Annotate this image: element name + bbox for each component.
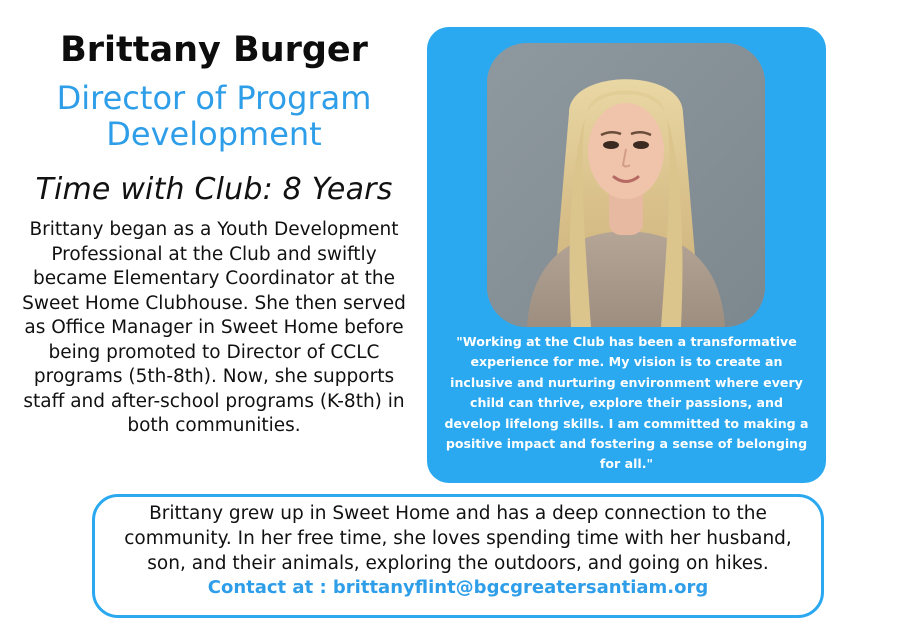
profile-name: Brittany Burger	[60, 30, 368, 70]
profile-column	[10, 28, 418, 439]
profile-quote: "Working at the Club has been a transformative experience for me. My vision is to create an inclusive and nurturing environment where every child can thrive, explore their passions, and develop lifelong skills. I am committed to making a positive impact and fostering a sense of belonging for all."	[444, 334, 809, 472]
profile-photo	[487, 43, 765, 327]
about-box	[92, 494, 824, 618]
about-text: Brittany grew up in Sweet Home and has a deep connection to the community. In her free time, she loves spending time with her husband, son, and their animals, exploring the outdoors, and going on hikes.	[124, 503, 792, 574]
profile-title: Director of Program Development	[56, 79, 372, 153]
photo-card	[427, 27, 826, 483]
profile-tenure: Time with Club: 8 Years	[35, 172, 393, 207]
portrait-illustration	[487, 43, 765, 327]
profile-bio: Brittany began as a Youth Development Professional at the Club and swiftly became Elementary Coordinator at the Sweet Home Clubhouse. She then served as Office Manager in Sweet Home before being promoted to Director of CCLC programs (5th-8th). Now, she supports staff and after-school programs (K-8th) in both communities.	[22, 219, 406, 436]
contact-email[interactable]: Contact at : brittanyflint@bgcgreatersantiam.org	[207, 577, 709, 598]
